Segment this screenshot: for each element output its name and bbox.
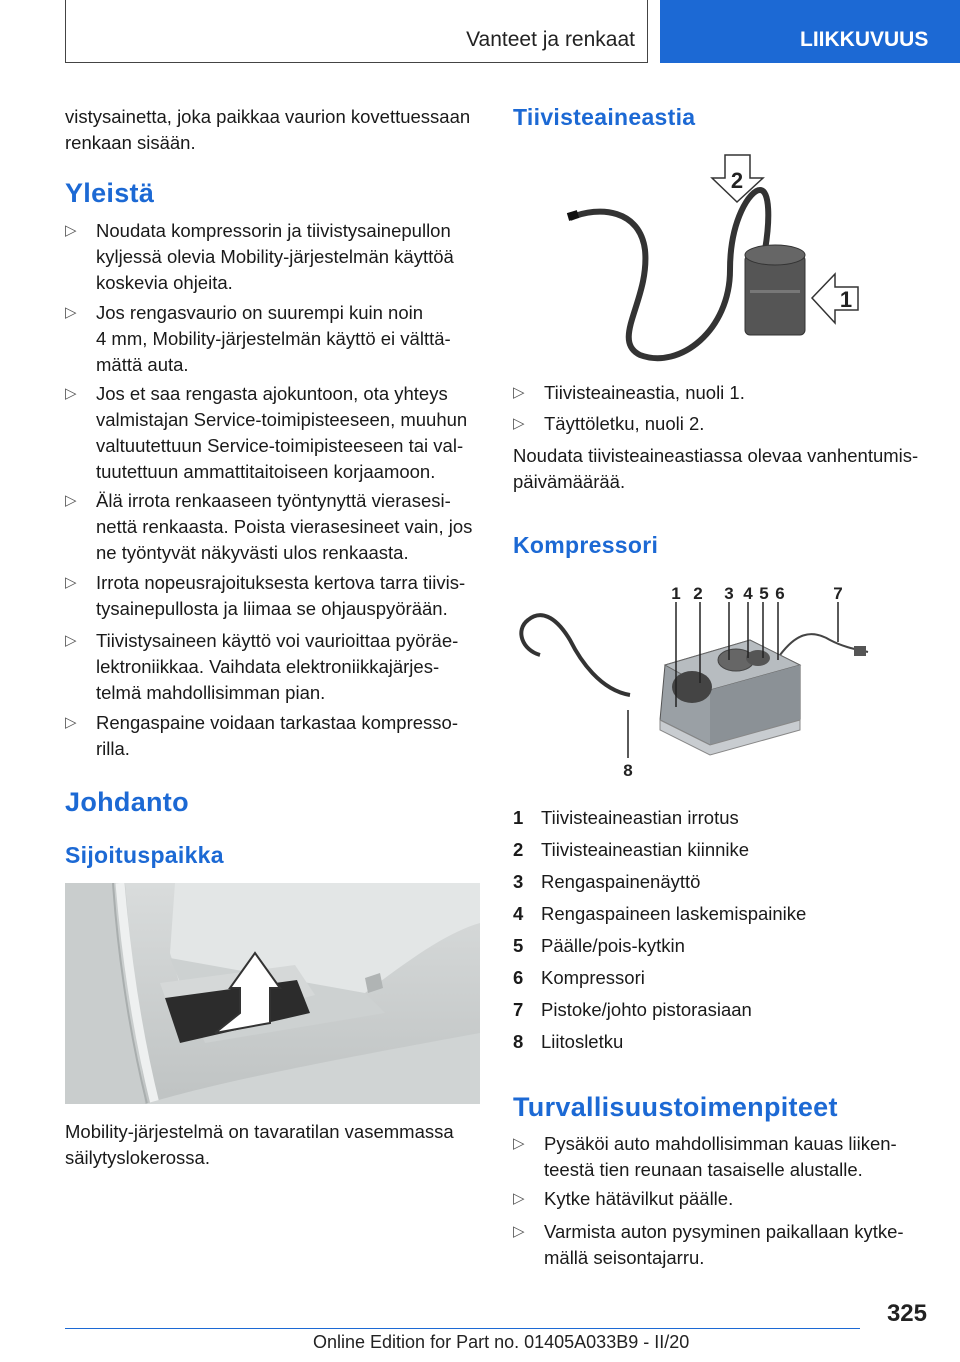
bullet-item: ▷ Älä irrota renkaaseen työntynyttä vierasesi- nettä renkaasta. Poista vierasesineet vain, jos ne työntyvät näkyvästi ulos renkaasta.	[65, 490, 473, 563]
page-number: 325	[886, 1300, 927, 1327]
heading-turvallisuustoimenpiteet: Turvallisuustoimenpiteet	[513, 1092, 838, 1122]
expiry-note: Noudata tiivisteaineastiassa olevaa vanhentumis- päivämäärää.	[513, 445, 919, 492]
bullet-triangle-icon: ▷	[65, 492, 77, 509]
figure-callout-3: 3	[724, 584, 734, 603]
figure-callout-4: 4	[743, 584, 753, 603]
trunk-location-image	[65, 883, 480, 1104]
bullet-item: ▷ Jos et saa rengasta ajokuntoon, ota yhteys valmistajan Service-toimipisteeseen, muuhun valtuutettuun Service-toimipisteeseen tai val- tuutettuun ammattitaitoiseen korjaamoon.	[65, 383, 468, 482]
sealant-container-figure	[560, 150, 870, 365]
bullet-item: ▷ Täyttöletku, nuoli 2.	[513, 411, 704, 437]
section-title: Vanteet ja renkaat	[466, 28, 635, 51]
heading-kompressori: Kompressori	[513, 532, 659, 558]
bullet-item: ▷ Irrota nopeusrajoituksesta kertova tarra tiivis- tysainepullosta ja liimaa se ohjauspyörään.	[65, 572, 466, 619]
figure-callout-8: 8	[623, 761, 633, 780]
figure-callout-7: 7	[833, 584, 843, 603]
bullet-triangle-icon: ▷	[513, 415, 525, 432]
bullet-triangle-icon: ▷	[513, 1135, 525, 1152]
figure-callout-1: 1	[671, 584, 681, 603]
bullet-item: ▷ Tiivistysaineen käyttö voi vaurioittaa pyöräe- lektroniikkaa. Vaihdata elektroniikkajärjes- telmä mahdollisimman pian.	[65, 630, 459, 703]
bullet-triangle-icon: ▷	[513, 384, 525, 401]
bullet-item: ▷ Jos rengasvaurio on suurempi kuin noin 4 mm, Mobility-järjestelmän käyttö ei välttä- mättä auta.	[65, 302, 451, 375]
edition-footer: Online Edition for Part no. 01405A033B9 - II/20	[313, 1332, 690, 1352]
bullet-item: ▷ Tiivisteaineastia, nuoli 1.	[513, 380, 745, 406]
bullet-item: ▷ Rengaspaine voidaan tarkastaa kompresso- rilla.	[65, 712, 458, 759]
location-caption: Mobility-järjestelmä on tavaratilan vasemmassa säilytyslokerossa.	[65, 1121, 454, 1168]
figure-label-arrow-2: 2	[730, 168, 744, 193]
bullet-item: ▷ Kytke hätävilkut päälle.	[513, 1186, 733, 1212]
figure-label-arrow-1: 1	[839, 287, 853, 312]
bullet-item: ▷ Noudata kompressorin ja tiivistysainepullon kyljessä olevia Mobility-järjestelmän käyttöä koskevia ohjeita.	[65, 220, 454, 293]
bullet-triangle-icon: ▷	[65, 714, 77, 731]
bullet-triangle-icon: ▷	[513, 1223, 525, 1240]
bullet-triangle-icon: ▷	[65, 574, 77, 591]
heading-tiivisteaineastia: Tiivisteaineastia	[513, 104, 696, 130]
heading-sijoituspaikka: Sijoituspaikka	[65, 842, 224, 868]
compressor-figure	[510, 580, 870, 780]
heading-yleista: Yleistä	[65, 178, 155, 208]
footer-divider	[65, 1328, 860, 1329]
figure-callout-2: 2	[693, 584, 703, 603]
figure-callout-5: 5	[759, 584, 769, 603]
bullet-triangle-icon: ▷	[65, 222, 77, 239]
bullet-triangle-icon: ▷	[65, 304, 77, 321]
bullet-triangle-icon: ▷	[65, 385, 77, 402]
bullet-item: ▷ Pysäköi auto mahdollisimman kauas liiken- teestä tien reunaan tasaiselle alustalle.	[513, 1133, 897, 1180]
heading-johdanto: Johdanto	[65, 787, 189, 817]
bullet-item: ▷ Varmista auton pysyminen paikallaan kytke- mällä seisontajarru.	[513, 1221, 904, 1268]
intro-text: vistysainetta, joka paikkaa vaurion kovettuessaan renkaan sisään.	[65, 106, 471, 153]
figure-callout-6: 6	[775, 584, 785, 603]
chapter-tab: LIIKKUVUUS	[660, 0, 960, 63]
bullet-triangle-icon: ▷	[65, 632, 77, 649]
bullet-triangle-icon: ▷	[513, 1190, 525, 1207]
